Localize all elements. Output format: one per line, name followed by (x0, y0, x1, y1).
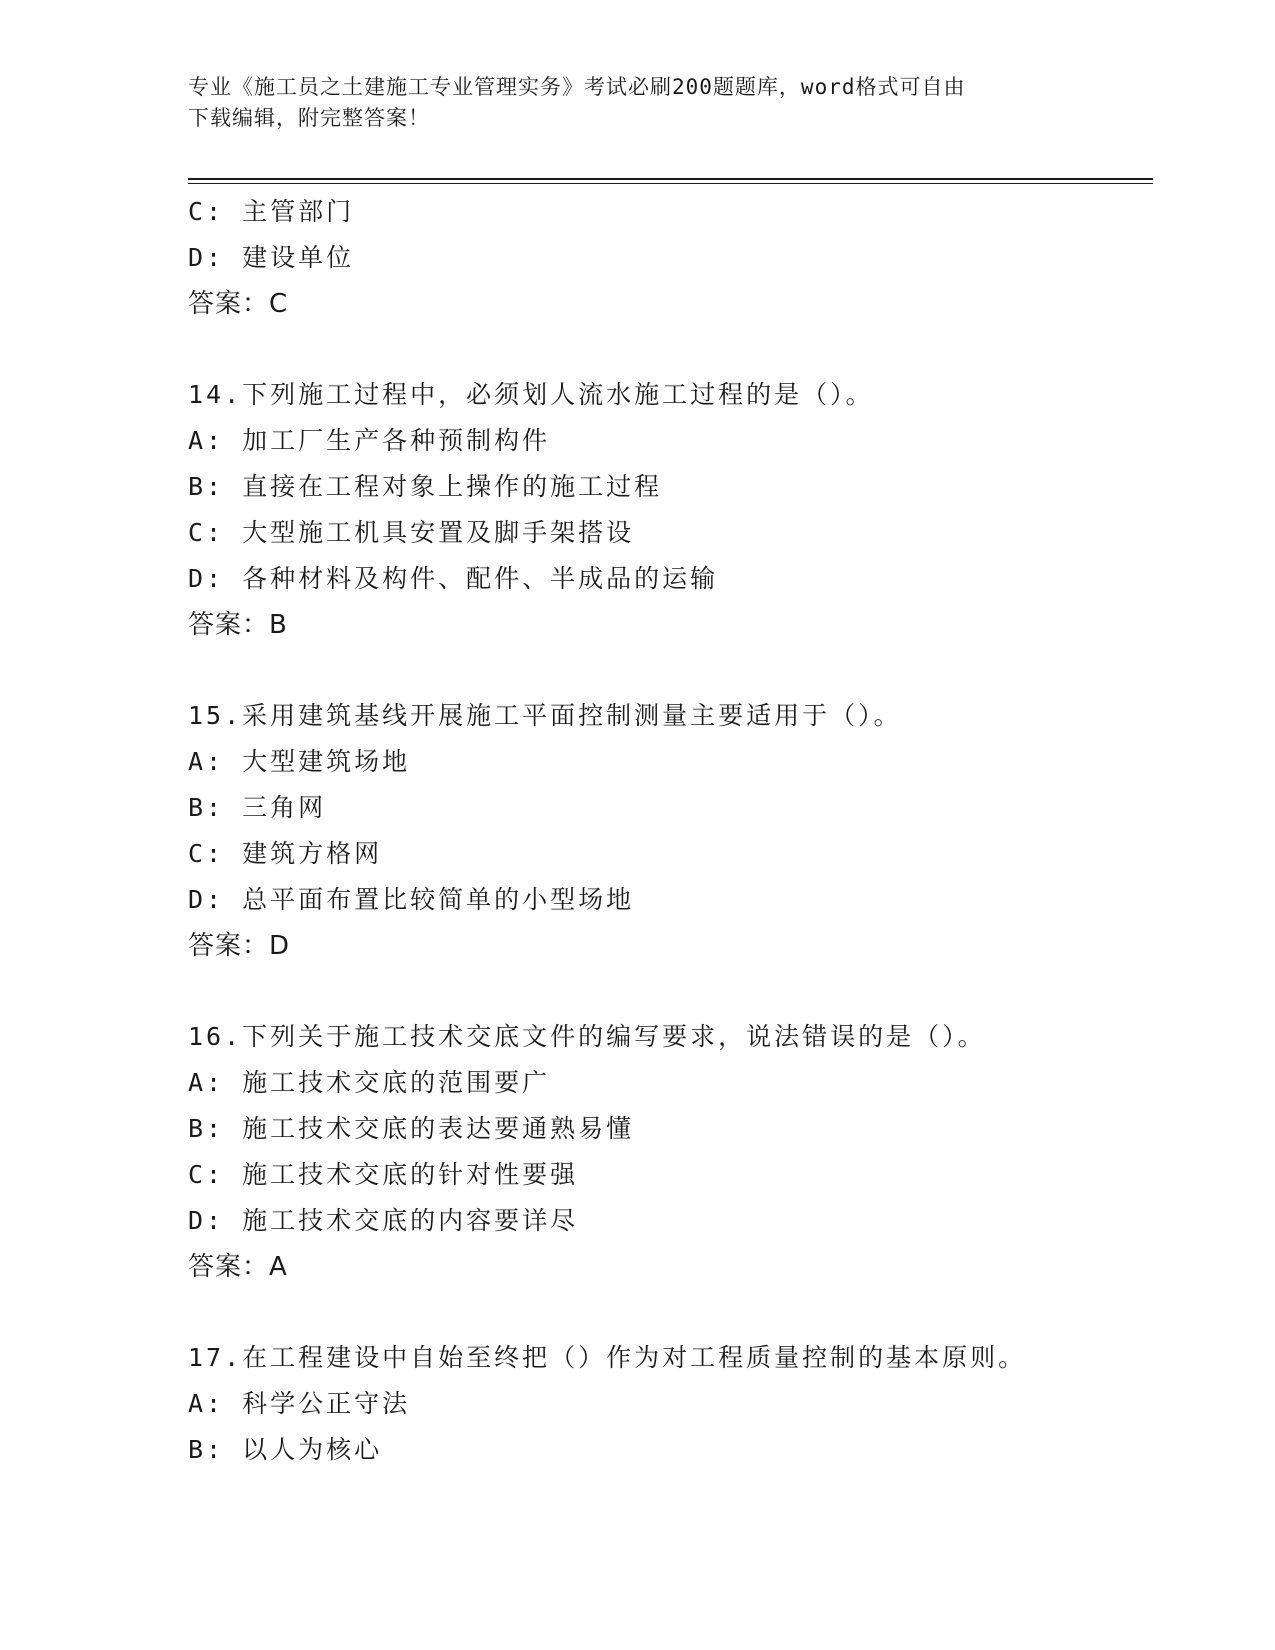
answer-key: 答案：A (188, 1252, 288, 1282)
answer-option: A: 大型建筑场地 (188, 747, 411, 776)
question-stem: 15.采用建筑基线开展施工平面控制测量主要适用于（）。 (188, 701, 902, 730)
answer-option: D: 总平面布置比较简单的小型场地 (188, 885, 635, 914)
answer-key: 答案：D (188, 931, 291, 961)
answer-option: C: 施工技术交底的针对性要强 (188, 1160, 579, 1189)
answer-option: D: 各种材料及构件、配件、半成品的运输 (188, 564, 719, 593)
question-spacer (188, 969, 1153, 1014)
answer-option: A: 施工技术交底的范围要广 (188, 1068, 551, 1097)
question-spacer (188, 648, 1153, 693)
answer-option: B: 直接在工程对象上操作的施工过程 (188, 472, 663, 501)
answer-option: C: 主管部门 (188, 197, 355, 226)
answer-option: B: 以人为核心 (188, 1435, 383, 1464)
header-line-1: 专业《施工员之土建施工专业管理实务》考试必刷200题题库，word格式可自由 (188, 75, 966, 99)
question-spacer (188, 1290, 1153, 1335)
answer-option: D: 建设单位 (188, 243, 355, 272)
header-line-2: 下载编辑，附完整答案！ (188, 106, 430, 130)
answer-option: D: 施工技术交底的内容要详尽 (188, 1206, 579, 1235)
question-stem: 17.在工程建设中自始至终把（）作为对工程质量控制的基本原则。 (188, 1343, 1027, 1372)
document-header (188, 72, 1088, 134)
answer-option: A: 科学公正守法 (188, 1389, 411, 1418)
answer-option: C: 建筑方格网 (188, 839, 383, 868)
answer-option: B: 三角网 (188, 793, 327, 822)
answer-key: 答案：B (188, 610, 288, 640)
answer-key: 答案：C (188, 289, 289, 319)
answer-option: B: 施工技术交底的表达要通熟易懂 (188, 1114, 635, 1143)
question-spacer (188, 327, 1153, 372)
answer-option: A: 加工厂生产各种预制构件 (188, 426, 551, 455)
question-stem: 16.下列关于施工技术交底文件的编写要求，说法错误的是（）。 (188, 1022, 986, 1051)
question-list (188, 189, 1153, 1473)
header-divider-thick (188, 178, 1153, 180)
question-stem: 14.下列施工过程中，必须划人流水施工过程的是（）。 (188, 380, 874, 409)
answer-option: C: 大型施工机具安置及脚手架搭设 (188, 518, 635, 547)
header-divider-thin (188, 183, 1153, 184)
